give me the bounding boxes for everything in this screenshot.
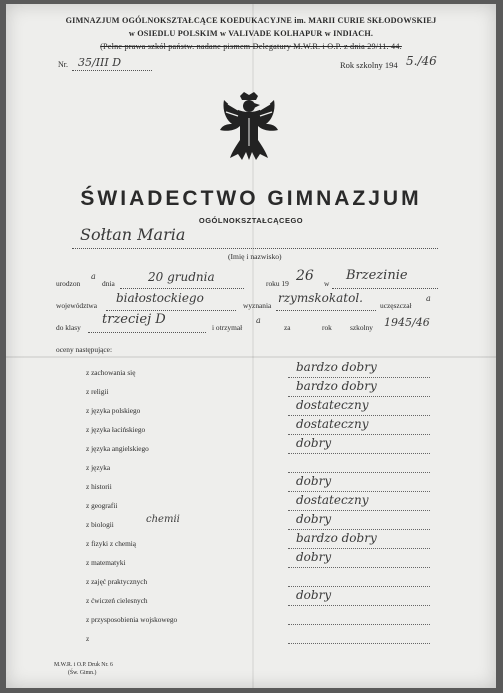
class-value: trzeciej D — [102, 312, 166, 327]
school-year-label: Rok szkolny 194 — [340, 60, 398, 70]
subject-name: z ćwiczeń cielesnych — [86, 596, 148, 605]
subject-name: z języka angielskiego — [86, 444, 149, 453]
biology-note: chemii — [146, 514, 180, 525]
attended-suffix: a — [426, 294, 431, 303]
grade-line — [288, 624, 430, 625]
subject-name: z biologii — [86, 520, 114, 529]
subject-name: z zajęć praktycznych — [86, 577, 148, 586]
subject-name: z przysposobienia wojskowego — [86, 615, 178, 624]
document-subtitle: OGÓLNOKSZTAŁCĄCEGO — [198, 216, 304, 225]
subject-grade: dostateczny — [296, 417, 369, 431]
document-title: ŚWIADECTWO GIMNAZJUM — [80, 187, 422, 210]
szkolny-label: szkolny — [350, 323, 373, 332]
subject-name: z fizyki z chemią — [86, 539, 137, 548]
subject-name: z religii — [86, 387, 109, 396]
class-dots — [88, 332, 206, 333]
grade-line — [288, 510, 430, 511]
number-label: Nr. — [58, 60, 68, 69]
place-label: w — [324, 279, 330, 288]
subject-grade: dobry — [296, 436, 332, 450]
number-value: 35/III D — [78, 56, 122, 69]
birth-place: Brzezinie — [346, 268, 408, 283]
name-dots — [72, 248, 438, 249]
subject-name: z zachowania się — [86, 368, 136, 377]
born-suffix: a — [91, 272, 96, 281]
name-caption: (Imię i nazwisko) — [228, 252, 282, 261]
subject-name: z geografii — [86, 501, 118, 510]
polish-eagle-emblem — [218, 90, 280, 166]
subject-grade: bardzo dobry — [296, 379, 377, 393]
grade-line — [288, 586, 430, 587]
subject-grade: dobry — [296, 588, 332, 602]
grade-line — [288, 529, 430, 530]
class-label: do klasy — [56, 323, 81, 332]
school-name-line1: GIMNAZJUM OGÓLNOKSZTAŁCĄCE KOEDUKACYJNE im. MARII CURIE SKŁODOWSKIEJ — [65, 16, 437, 25]
day-label: dnia — [102, 279, 115, 288]
print-note-line2: (Św. Gimn.) — [68, 670, 97, 676]
grades-label: oceny następujące: — [56, 345, 113, 354]
subject-grade: dobry — [296, 550, 332, 564]
subject-name: z — [86, 634, 90, 643]
birth-year-label: roku 19 — [266, 279, 289, 288]
subject-name: z języka polskiego — [86, 406, 141, 415]
region-value: białostockiego — [116, 291, 204, 305]
grade-line — [288, 453, 430, 454]
grade-line — [288, 434, 430, 435]
certificate-page — [6, 4, 496, 688]
faith-dots — [276, 310, 376, 311]
faith-value: rzymskokatol. — [278, 291, 363, 305]
student-name: Sołtan Maria — [80, 225, 186, 244]
subject-grade: dobry — [296, 512, 332, 526]
received-suffix: a — [256, 316, 261, 325]
region-label: województwa — [56, 301, 98, 310]
subject-grade: bardzo dobry — [296, 360, 377, 374]
subject-name: z języka łacińskiego — [86, 425, 146, 434]
number-dots — [72, 70, 152, 71]
grade-line — [288, 491, 430, 492]
received-label: i otrzymał — [212, 323, 243, 332]
grade-line — [288, 377, 430, 378]
subject-name: z historii — [86, 482, 112, 491]
grade-line — [288, 605, 430, 606]
attended-label: uczęszczał — [380, 301, 412, 310]
print-note-line1: M.W.R. i O.P. Druk Nr. 6 — [54, 662, 113, 668]
faith-label: wyznania — [243, 301, 272, 310]
grade-line — [288, 548, 430, 549]
grade-line — [288, 415, 430, 416]
subject-grade: dobry — [296, 474, 332, 488]
subject-grade: dostateczny — [296, 398, 369, 412]
birth-year: 26 — [296, 268, 314, 284]
born-label: urodzon — [56, 279, 81, 288]
birth-date: 20 grudnia — [148, 270, 215, 284]
school-rights-line: (Pełne prawa szkół państw. nadane pismem Delegatury M.W.R. i O.P. z dnia 29/11. 44. — [100, 42, 402, 51]
region-dots — [106, 310, 236, 311]
grade-line — [288, 472, 430, 473]
subject-name: z matematyki — [86, 558, 126, 567]
grade-line — [288, 567, 430, 568]
birth-date-dots — [120, 288, 244, 289]
rok-label: rok — [322, 323, 332, 332]
za-label: za — [284, 323, 291, 332]
grade-line — [288, 396, 430, 397]
subject-grade: dostateczny — [296, 493, 369, 507]
birth-place-dots — [332, 288, 438, 289]
subject-grade: bardzo dobry — [296, 531, 377, 545]
years-value: 1945/46 — [384, 316, 430, 329]
school-name-line2: w OSIEDLU POLSKIM w VALIVADE KOLHAPUR w INDIACH. — [128, 29, 374, 38]
fold-crease-horizontal — [6, 356, 496, 358]
grade-line — [288, 643, 430, 644]
subject-name: z języka — [86, 463, 111, 472]
school-year-value: 5./46 — [406, 54, 437, 68]
